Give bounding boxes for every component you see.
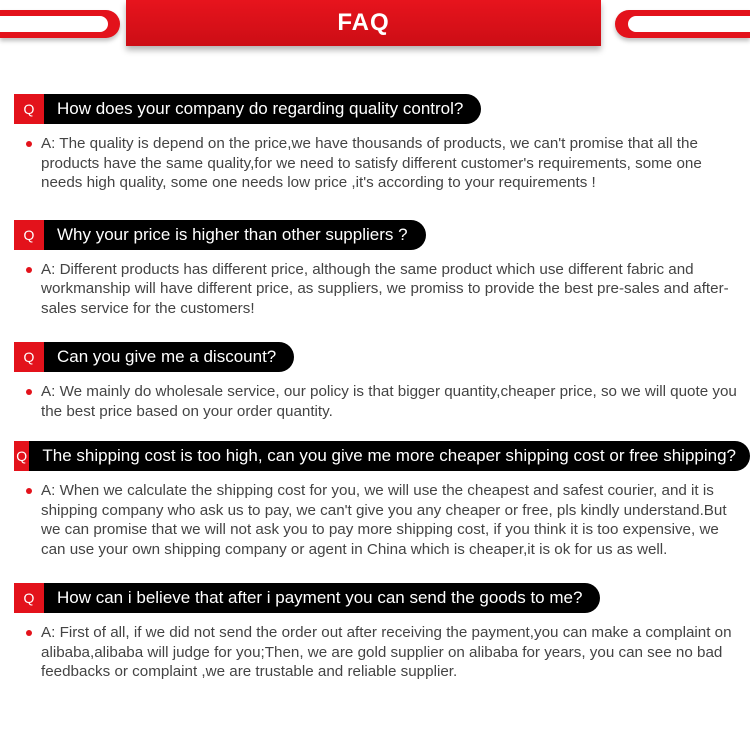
question-text: Why your price is higher than other suppliers ? [44,220,426,250]
question-badge: Q [14,342,44,372]
bullet-icon [26,389,32,395]
question-badge: Q [14,441,29,471]
bullet-icon [26,488,32,494]
faq-item [0,583,750,682]
answer [0,623,750,682]
question-badge: Q [14,94,44,124]
answer-text: A: First of all, if we did not send the order out after receiving the payment,you can make a complaint on alibaba,alibaba will judge for you;Then, we are gold supplier on alibaba for years, you can see no bad feedbacks or complaint ,we are trustable and reliable supplier. [41,624,732,680]
question-text: How can i believe that after i payment you can send the goods to me? [44,583,600,613]
question-badge: Q [14,220,44,250]
faq-item [0,342,750,421]
answer [0,260,750,319]
question-row [0,220,750,250]
faq-item [0,441,750,559]
question-text: How does your company do regarding quality control? [44,94,481,124]
right-decor-bar [615,10,750,38]
answer-text: A: Different products has different price, although the same product which use different fabric and workmanship will have different price, as suppliers, we promiss to provide the best pre-sales and after-sales service for the customers! [41,260,729,317]
left-decor-bar [0,10,120,38]
question-text: Can you give me a discount? [44,342,294,372]
faq-list [0,94,750,682]
page-title: FAQ [126,0,601,46]
question-badge: Q [14,583,44,613]
faq-item [0,94,750,193]
answer-text: A: The quality is depend on the price,we have thousands of products, we can't promise that all the products have the same quality,for we need to satisfy different customer's requirements, some one needs high quality, some one needs low price ,it's according to your requirements ! [41,135,702,191]
question-row [0,441,750,471]
bullet-icon [26,267,32,273]
question-text: The shipping cost is too high, can you give me more cheaper shipping cost or free shipping? [29,441,750,471]
answer-text: A: When we calculate the shipping cost for you, we will use the cheapest and safest courier, and it is shipping company who ask us to pay, we can't give you any cheaper or free, pls kindly understand.But we can promise that we will not ask you to pay more shipping cost, if you think it is too expensive, we can use your own shipping company or agent in China which is cheaper,it is ok for us as well. [41,482,727,558]
question-row [0,94,750,124]
question-row [0,342,750,372]
faq-item [0,220,750,319]
answer [0,134,750,193]
bullet-icon [26,141,32,147]
faq-header [0,0,750,60]
bullet-icon [26,630,32,636]
answer [0,382,750,421]
question-row [0,583,750,613]
answer [0,481,750,559]
answer-text: A: We mainly do wholesale service, our policy is that bigger quantity,cheaper price, so we will quote you the best price based on your order quantity. [41,383,737,420]
